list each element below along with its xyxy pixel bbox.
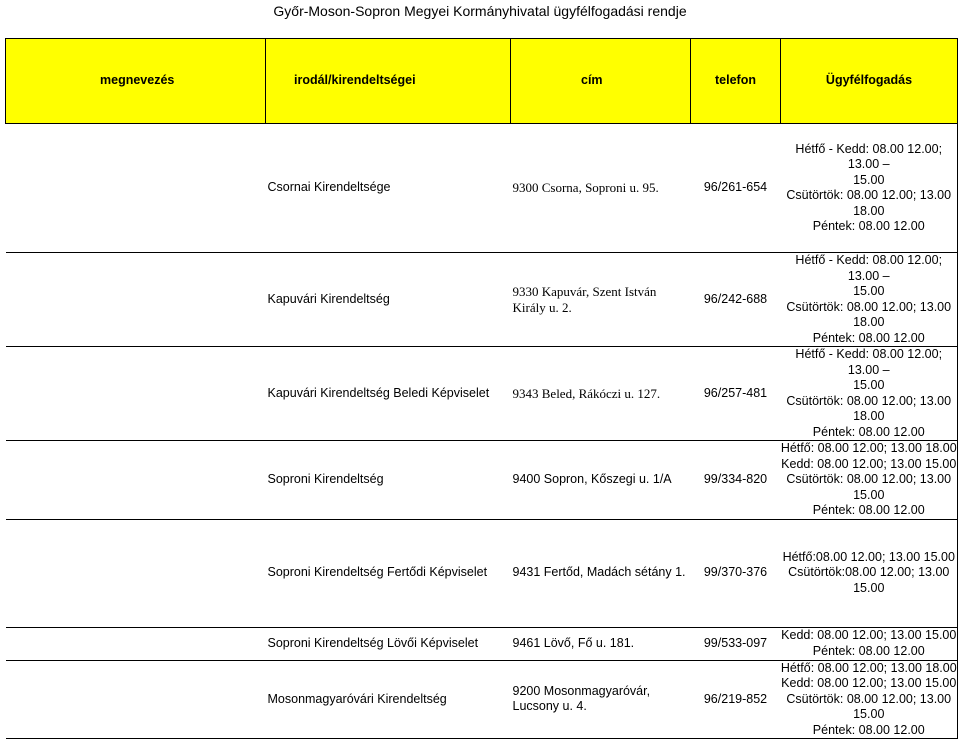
hours-line: Hétfő - Kedd: 08.00 12.00; 13.00 – bbox=[795, 347, 943, 377]
office-address: 9400 Sopron, Kőszegi u. 1/A bbox=[511, 441, 691, 520]
office-phone: 96/219-852 bbox=[691, 660, 781, 739]
table-row bbox=[6, 253, 958, 347]
office-address: 9200 Mosonmagyaróvár, Lucsony u. 4. bbox=[511, 660, 691, 739]
office-name: Soproni Kirendeltség Fertődi Képviselet bbox=[6, 519, 511, 627]
hours-line: Kedd: 08.00 12.00; 13.00 15.00 bbox=[781, 676, 957, 690]
hours-line: Hétfő: 08.00 12.00; 13.00 18.00 bbox=[780, 441, 957, 455]
office-phone: 96/242-688 bbox=[691, 253, 781, 347]
hours-line: Csütörtök:08.00 12.00; 13.00 15.00 bbox=[788, 565, 950, 595]
header-row bbox=[6, 39, 958, 124]
hours-line: Péntek: 08.00 12.00 bbox=[812, 503, 925, 517]
office-phone: 99/334-820 bbox=[691, 441, 781, 520]
hours-line: Hétfő:08.00 12.00; 13.00 15.00 bbox=[782, 549, 955, 564]
table-row bbox=[6, 347, 958, 441]
office-name: Mosonmagyaróvári Kirendeltség bbox=[6, 660, 511, 739]
office-hours-table bbox=[5, 38, 958, 739]
hours-line: Csütörtök: 08.00 12.00; 13.00 15.00 bbox=[786, 691, 952, 721]
hours-line: Hétfő: 08.00 12.00; 13.00 18.00 bbox=[780, 660, 957, 675]
office-hours bbox=[781, 347, 958, 441]
hours-line: Csütörtök: 08.00 12.00; 13.00 18.00 bbox=[786, 188, 952, 218]
hours-line: Csütörtök: 08.00 12.00; 13.00 15.00 bbox=[786, 472, 952, 502]
office-name: Csornai Kirendeltsége bbox=[6, 124, 511, 253]
office-address: 9330 Kapuvár, Szent István Király u. 2. bbox=[511, 253, 691, 347]
hours-line: Hétfő - Kedd: 08.00 12.00; 13.00 – bbox=[795, 141, 943, 171]
office-name: Soproni Kirendeltség Lövői Képviselet bbox=[6, 627, 511, 660]
header-telefon: telefon bbox=[691, 39, 781, 124]
header-megnevezes: megnevezés bbox=[6, 39, 266, 124]
hours-line: Péntek: 08.00 12.00 bbox=[812, 330, 925, 345]
office-address: 9431 Fertőd, Madách sétány 1. bbox=[511, 519, 691, 627]
hours-line: Hétfő - Kedd: 08.00 12.00; 13.00 – bbox=[795, 253, 943, 283]
hours-line: Péntek: 08.00 12.00 bbox=[812, 219, 925, 233]
office-name: Kapuvári Kirendeltség Beledi Képviselet bbox=[6, 347, 511, 441]
table-row bbox=[6, 124, 958, 253]
office-hours bbox=[781, 441, 958, 520]
office-name: Kapuvári Kirendeltség bbox=[6, 253, 511, 347]
hours-line: Kedd: 08.00 12.00; 13.00 15.00 bbox=[781, 456, 957, 471]
table-row bbox=[6, 627, 958, 660]
office-address: 9461 Lövő, Fő u. 181. bbox=[511, 627, 691, 660]
hours-line: Péntek: 08.00 12.00 bbox=[812, 424, 925, 439]
office-phone: 99/370-376 bbox=[691, 519, 781, 627]
hours-line: Péntek: 08.00 12.00 bbox=[812, 722, 925, 737]
office-address: 9300 Csorna, Soproni u. 95. bbox=[511, 124, 691, 253]
header-cim: cím bbox=[511, 39, 691, 124]
hours-line: 15.00 bbox=[853, 378, 885, 392]
table-row bbox=[6, 519, 958, 627]
office-hours bbox=[781, 660, 958, 739]
hours-line: Csütörtök: 08.00 12.00; 13.00 18.00 bbox=[786, 393, 952, 423]
hours-line: Péntek: 08.00 12.00 bbox=[812, 643, 925, 658]
hours-line: 15.00 bbox=[853, 284, 885, 298]
office-name: Soproni Kirendeltség bbox=[6, 441, 511, 520]
office-phone: 99/533-097 bbox=[691, 627, 781, 660]
office-hours bbox=[781, 124, 958, 253]
page-title: Győr-Moson-Sopron Megyei Kormányhivatal ügyfélfogadási rendje bbox=[273, 3, 687, 19]
table-row bbox=[6, 441, 958, 520]
hours-line: Kedd: 08.00 12.00; 13.00 15.00 bbox=[781, 628, 957, 642]
header-iroda: irodál/kirendeltségei bbox=[266, 39, 511, 124]
hours-line: 15.00 bbox=[853, 172, 885, 187]
office-phone: 96/257-481 bbox=[691, 347, 781, 441]
office-hours bbox=[781, 627, 958, 660]
table-row bbox=[6, 660, 958, 739]
header-ugyfelfogadas: Ügyfélfogadás bbox=[781, 39, 958, 124]
office-address: 9343 Beled, Rákóczi u. 127. bbox=[511, 347, 691, 441]
office-hours bbox=[781, 253, 958, 347]
office-hours bbox=[781, 519, 958, 627]
hours-line: Csütörtök: 08.00 12.00; 13.00 18.00 bbox=[786, 299, 952, 329]
office-phone: 96/261-654 bbox=[691, 124, 781, 253]
